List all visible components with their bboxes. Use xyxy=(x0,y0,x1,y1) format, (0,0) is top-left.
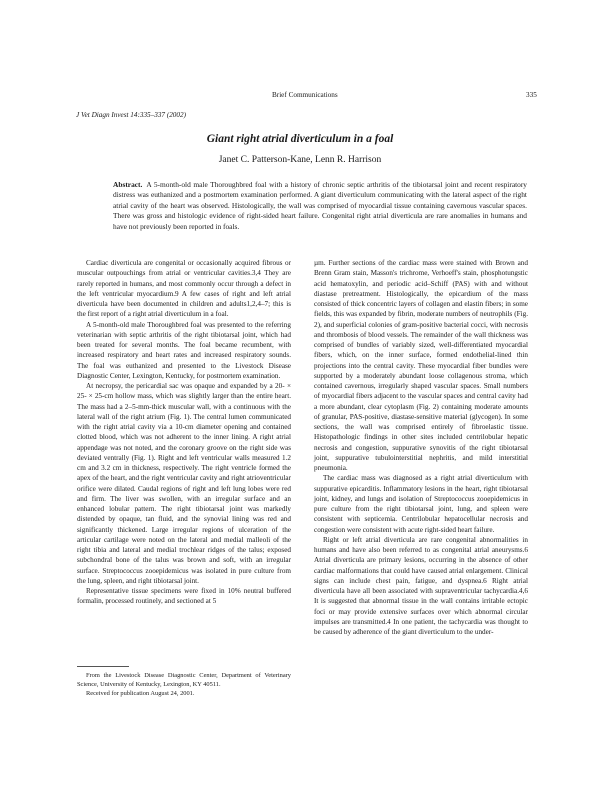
article-authors: Janet C. Patterson-Kane, Lenn R. Harrison xyxy=(218,155,382,165)
running-head: Brief Communications xyxy=(272,91,338,99)
footnote-received: Received for publication August 24, 2001. xyxy=(86,690,195,697)
article-title: Giant right atrial diverticulum in a foal xyxy=(206,133,394,145)
abstract xyxy=(113,180,527,232)
footnote-affiliation: From the Livestock Disease Diagnostic Center, Department of Veterinary Science, University of Kentucky, Lexington, KY 40511. xyxy=(77,672,291,688)
page-number: 335 xyxy=(526,91,537,99)
body-column-left xyxy=(77,258,291,607)
body-paragraph: The cardiac mass was diagnosed as a right atrial diverticulum with suppurative epicarditis. Inflammatory lesions in the heart, right tibiotarsal joint, kidney, and lungs and isolation of Streptococcus zooepidemicus in pure culture from the right tibiotarsal joint, lung, and spleen were consistent with septicemia. Centrilobular hepatocellular necrosis and congestion were consistent with acute right-sided heart failure. xyxy=(314,474,528,534)
abstract-text: A 5-month-old male Thoroughbred foal with a history of chronic septic arthritis of the tibiotarsal joint and recent respiratory distress was euthanized and a postmortem examination performed. A giant diverticulum communicating with the lateral aspect of the right atrial cavity of the heart was observed. Histologically, the wall was comprised of myocardial tissue containing cavernous vascular spaces. There was gross and histologic evidence of right-sided heart failure. Congenital right atrial diverticula are rare anomalies in humans and have not previously been reported in foals. xyxy=(113,180,527,231)
body-paragraph: At necropsy, the pericardial sac was opaque and expanded by a 20- × 25- × 25-cm hollow mass, which was slightly larger than the entire heart. The mass had a 2–5-mm-thick muscular wall, with a continuous with the lateral wall of the right atrium (Fig. 1). The central lumen communicated with the right atrial cavity via a 10-cm diameter opening and contained clotted blood, which was not adherent to the inner lining. A right atrial appendage was not noted, and the coronary groove on the right side was deviated ventrally (Fig. 1). Right and left ventricular walls measured 1.2 cm and 3.2 cm in thickness, respectively. The right ventricle formed the apex of the heart, and the right ventricular cavity and right atrioventricular orifice were dilated. Caudal regions of right and left lung lobes were red and firm. The liver was swollen, with an irregular surface and an enhanced lobular pattern. The right tibiotarsal joint was markedly distended by opaque, tan fluid, and the synovial lining was red and significantly thickened. Large irregular regions of ulceration of the articular cartilage were noted on the lateral and medial malleoli of the right tibia and lateral and medial trochlear ridges of the talus; exposed subchondral bone of the talus was brown and soft, with an irregular surface. Streptococcus zooepidemicus was isolated in pure culture from the lung, spleen, and right tibiotarsal joint. xyxy=(77,382,291,585)
body-paragraph: Representative tissue specimens were fixed in 10% neutral buffered formalin, processed routinely, and sectioned at 5 xyxy=(77,587,291,606)
body-column-right xyxy=(314,258,528,637)
body-paragraph: Cardiac diverticula are congenital or occasionally acquired fibrous or muscular outpouchings from atrial or ventricular cavities.3,4 They are rarely reported in humans, and most commonly occur through a defect in the left ventricular myocardium.9 A few cases of right and left atrial diverticula have been documented in children and adults1,2,4–7; this is the first report of a right atrial diverticulum in a foal. xyxy=(77,259,291,319)
body-paragraph: Right or left atrial diverticula are rare congenital abnormalities in humans and have also been referred to as congenital atrial aneurysms.6 Atrial diverticula are primary lesions, occurring in the absence of other cardiac malformations that could have caused atrial enlargement. Clinical signs can include chest pain, fatigue, and dyspnea.6 Right atrial diverticula have all been associated with supraventricular tachycardia.4,6 It is suggested that abnormal tissue in the wall contains irritable ectopic foci or may provide extensive surfaces over which abnormal circular impulses are transmitted.4 In one patient, the tachycardia was thought to be caused by adherence of the giant diverticulum to the under- xyxy=(314,535,528,636)
journal-citation: J Vet Diagn Invest 14:335–337 (2002) xyxy=(76,111,186,119)
footnote-divider xyxy=(77,666,129,667)
abstract-label: Abstract. xyxy=(113,180,143,189)
body-paragraph: A 5-month-old male Thoroughbred foal was presented to the referring veterinarian with septic arthritis of the right tibiotarsal joint, which had been treated for several months. The foal became recumbent, with increased respiratory and heart rates and increased respiratory sounds. The foal was euthanized and presented to the Livestock Disease Diagnostic Center, Lexington, Kentucky, for postmortem examination. xyxy=(77,320,291,380)
footnote xyxy=(77,671,291,698)
body-paragraph: µm. Further sections of the cardiac mass were stained with Brown and Brenn Gram stain, Masson's trichrome, Verhoeff's stain, phosphotungstic acid hematoxylin, and periodic acid–Schiff (PAS) with and without diastase pretreatment. Histologically, the epicardium of the mass consisted of thick concentric layers of collagen and elastin fibers; in some fields, this was expanded by fibrin, moderate numbers of neutrophils (Fig. 2), and superficial colonies of gram-positive bacterial cocci, with necrosis and thrombosis of blood vessels. The remainder of the wall thickness was comprised of bundles of variably sized, well-differentiated myocardial fibers, which, on the inner surface, formed endothelial-lined thin projections into the central cavity. These myocardial fiber bundles were supported by a moderately abundant loose collagenous stroma, which contained cavernous, irregularly shaped vascular spaces. Small numbers of myocardial fibers adjacent to the vascular spaces and central cavity had a more abundant, clear cytoplasm (Fig. 2) containing moderate amounts of granular, PAS-positive, diastase-sensitive material (glycogen). In some sections, the wall was comprised entirely of fibroelastic tissue. Histopathologic findings in other sites included centrilobular hepatic necrosis and congestion, suppurative synovitis of the right tibiotarsal joint, suppurative tubulointerstitial nephritis, and mild interstitial pneumonia. xyxy=(314,259,528,472)
